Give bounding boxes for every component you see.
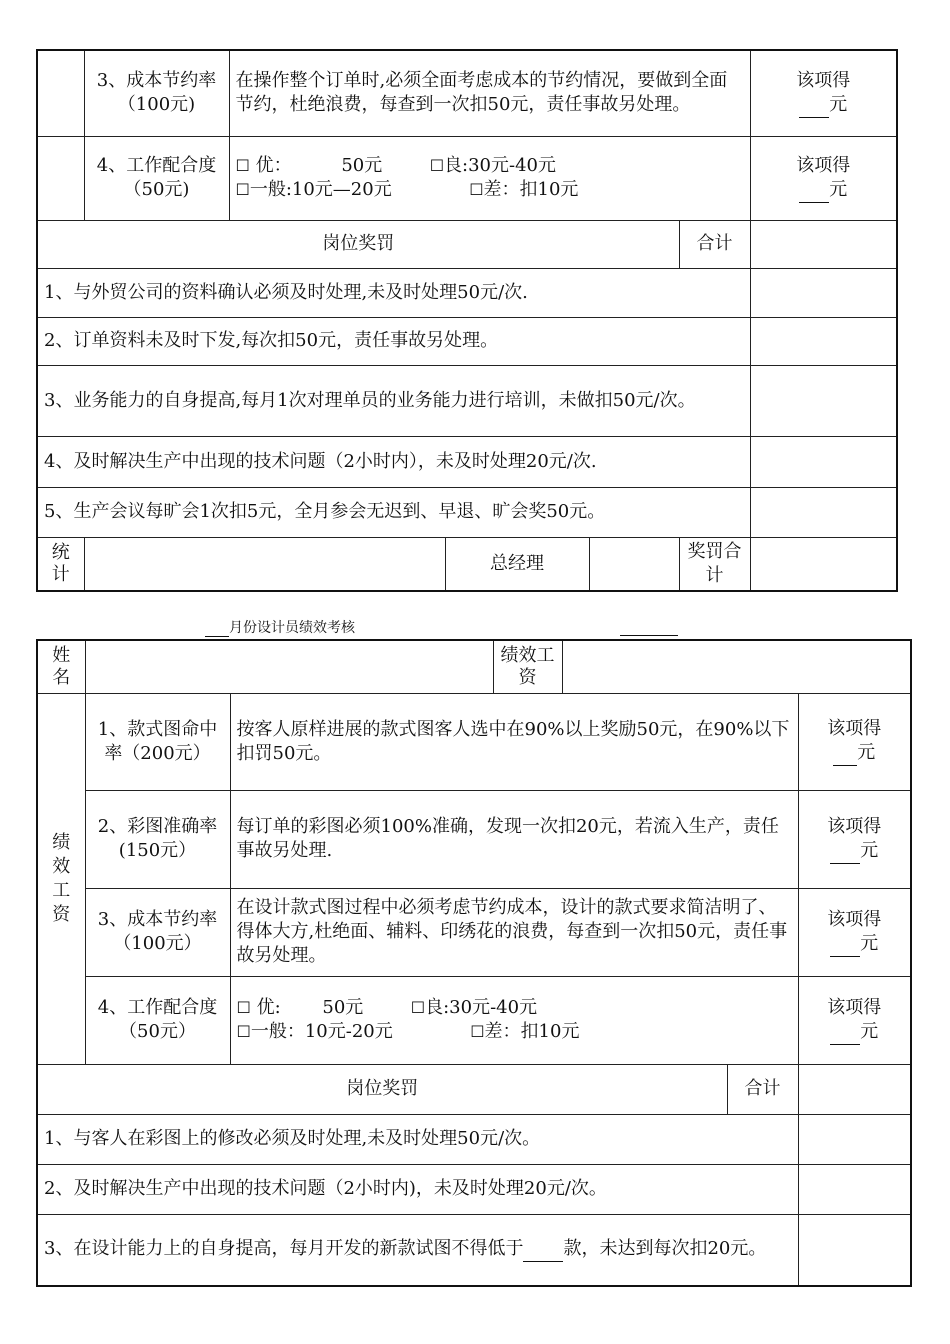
checkbox-icon[interactable]: ☐ — [235, 156, 250, 175]
item-name: 4、工作配合度（50元) — [84, 136, 229, 220]
name-label: 姓名 — [37, 640, 85, 693]
section-row — [37, 220, 897, 268]
penalty-item: 4、及时解决生产中出现的技术问题（2小时内），未及时处理20元/次. — [37, 436, 750, 487]
item-name: 4、工作配合度（50元） — [85, 976, 230, 1064]
item-name: 2、彩图准确率(150元） — [85, 790, 230, 888]
penalty-item: 2、订单资料未及时下发,每次扣50元，责任事故另处理。 — [37, 317, 750, 365]
score-blank[interactable] — [805, 741, 905, 766]
section-row — [37, 1064, 911, 1114]
option-excellent: 优: — [256, 997, 281, 1018]
item-options — [230, 976, 798, 1064]
item-description: 每订单的彩图必须100%准确，发现一次扣20元，若流入生产，责任事故另处理. — [230, 790, 798, 888]
score-cell — [798, 693, 911, 790]
total-value[interactable] — [798, 1064, 911, 1114]
score-cell — [750, 136, 897, 220]
penalty-item — [37, 1214, 798, 1286]
table-row — [37, 317, 897, 365]
score-unit: 元 — [829, 93, 848, 115]
reward-total-value[interactable] — [750, 537, 897, 591]
table-row — [37, 976, 911, 1064]
penalty-score[interactable] — [798, 1164, 911, 1214]
total-value[interactable] — [750, 220, 897, 268]
item-name: 3、成本节约率（100元) — [84, 50, 229, 136]
section-title: 岗位奖罚 — [37, 1064, 727, 1114]
penalty-score[interactable] — [750, 268, 897, 317]
group-cell — [37, 50, 84, 136]
checkbox-icon[interactable]: ☐ — [470, 1022, 485, 1041]
score-unit: 元 — [857, 742, 876, 763]
score-blank[interactable] — [757, 178, 891, 203]
penalty-item: 5、生产会议每旷会1次扣5元，全月参会无迟到、早退、旷会奖50元。 — [37, 487, 750, 537]
score-unit: 元 — [860, 1020, 879, 1042]
checkbox-icon[interactable]: ☐ — [236, 998, 251, 1017]
option-good: 良:30元-40元 — [444, 155, 556, 176]
score-label: 该项得 — [827, 908, 882, 930]
table-row — [37, 365, 897, 436]
option-average: 一般：10元-20元 — [250, 1021, 393, 1042]
item-name: 1、款式图命中率（200元） — [85, 693, 230, 790]
score-label: 该项得 — [827, 996, 882, 1018]
score-blank[interactable] — [805, 1020, 905, 1045]
quota-blank[interactable] — [523, 1237, 563, 1262]
checkbox-icon[interactable]: ☐ — [235, 180, 250, 199]
checkbox-icon[interactable]: ☐ — [429, 156, 445, 175]
table-row — [37, 136, 897, 220]
option-poor: 差：扣10元 — [484, 1021, 580, 1042]
score-unit: 元 — [860, 932, 879, 954]
checkbox-icon[interactable]: ☐ — [236, 1022, 251, 1041]
checkbox-icon[interactable]: ☐ — [410, 998, 426, 1017]
score-blank[interactable] — [805, 932, 905, 957]
penalty-item: 3、业务能力的自身提高,每月1次对理单员的业务能力进行培训，未做扣50元/次。 — [37, 365, 750, 436]
stat-label: 统计 — [37, 537, 84, 591]
score-label: 该项得 — [827, 718, 882, 739]
item-name: 3、成本节约率（100元） — [85, 888, 230, 976]
group-cell — [37, 136, 84, 220]
score-cell — [798, 790, 911, 888]
score-cell — [798, 888, 911, 976]
reward-total-label: 奖罚合计 — [679, 537, 750, 591]
option-good: 良:30元-40元 — [425, 997, 538, 1018]
gm-value[interactable] — [589, 537, 679, 591]
name-input[interactable] — [85, 640, 493, 693]
penalty-score[interactable] — [750, 436, 897, 487]
penalty-text-post: 款，未达到每次扣20元。 — [563, 1238, 767, 1260]
salary-input[interactable] — [562, 640, 911, 693]
item-options — [229, 136, 750, 220]
table-row — [37, 1214, 911, 1286]
table-row — [37, 1164, 911, 1214]
table-operator-performance — [36, 49, 898, 592]
item-description: 按客人原样进展的款式图客人选中在90%以上奖励50元，在90%以下扣罚50元。 — [230, 693, 798, 790]
group-label: 绩效工资 — [37, 693, 85, 1064]
table-row — [37, 1114, 911, 1164]
option-excellent-value: 50元 — [341, 155, 383, 176]
score-label: 该项得 — [796, 69, 851, 91]
penalty-item: 1、与外贸公司的资料确认必须及时处理,未及时处理50元/次. — [37, 268, 750, 317]
total-label: 合计 — [679, 220, 750, 268]
table-row — [37, 888, 911, 976]
title-text: 月份设计员绩效考核 — [229, 620, 355, 636]
penalty-score[interactable] — [798, 1114, 911, 1164]
penalty-score[interactable] — [750, 365, 897, 436]
option-excellent: 优： — [255, 155, 292, 176]
salary-label: 绩效工资 — [493, 640, 562, 693]
table-row — [37, 268, 897, 317]
option-excellent-value: 50元 — [322, 997, 364, 1018]
total-label: 合计 — [727, 1064, 798, 1114]
table-row — [37, 436, 897, 487]
option-poor: 差：扣10元 — [483, 179, 579, 200]
score-unit: 元 — [860, 839, 879, 861]
gm-label: 总经理 — [445, 537, 589, 591]
item-description: 在设计款式图过程中必须考虑节约成本，设计的款式要求简洁明了、得体大方,杜绝面、辅料、印绣花的浪费，每查到一次扣50元，责任事故另处理。 — [230, 888, 798, 976]
penalty-score[interactable] — [750, 317, 897, 365]
penalty-item: 2、及时解决生产中出现的技术问题（2小时内)，未及时处理20元/次。 — [37, 1164, 798, 1214]
table-row — [37, 693, 911, 790]
score-cell — [750, 50, 897, 136]
title-underline — [620, 635, 678, 636]
table-row — [37, 790, 911, 888]
score-label: 该项得 — [827, 815, 882, 837]
checkbox-icon[interactable]: ☐ — [469, 180, 484, 199]
penalty-score[interactable] — [750, 487, 897, 537]
footer-row — [37, 537, 897, 591]
stat-value[interactable] — [84, 537, 445, 591]
table-row — [37, 487, 897, 537]
section-title: 岗位奖罚 — [37, 220, 679, 268]
header-row — [37, 640, 911, 693]
score-blank[interactable] — [757, 93, 891, 118]
table-designer-performance — [36, 639, 912, 1287]
penalty-item: 1、与客人在彩图上的修改必须及时处理,未及时处理50元/次。 — [37, 1114, 798, 1164]
score-cell — [798, 976, 911, 1064]
penalty-score[interactable] — [798, 1214, 911, 1286]
score-blank[interactable] — [805, 839, 905, 864]
option-average: 一般:10元—20元 — [249, 179, 392, 200]
score-label: 该项得 — [796, 154, 851, 176]
score-unit: 元 — [829, 178, 848, 200]
penalty-text-pre: 3、在设计能力上的自身提高，每月开发的新款试图不得低于 — [44, 1238, 524, 1260]
table-row — [37, 50, 897, 136]
item-description: 在操作整个订单时,必须全面考虑成本的节约情况，要做到全面节约，杜绝浪费，每查到一次扣50元，责任事故另处理。 — [229, 50, 750, 136]
